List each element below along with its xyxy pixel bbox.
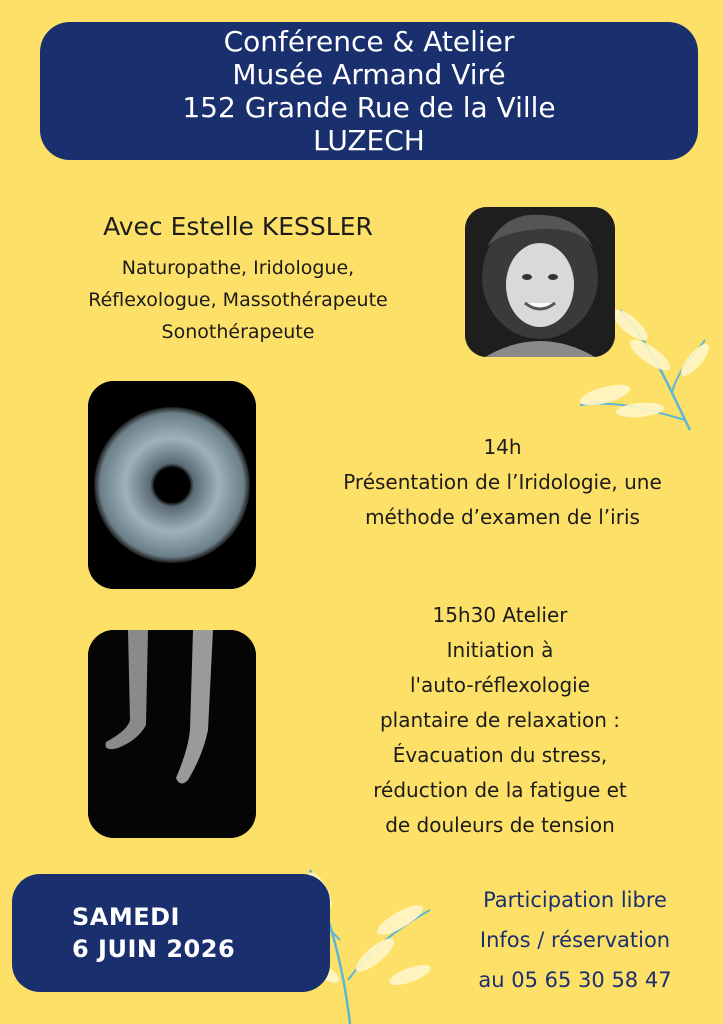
workshop-block [300, 598, 700, 843]
speaker-role-line: Sonothérapeute [161, 321, 315, 343]
date-full: 6 JUIN 2026 [72, 935, 236, 963]
eye-iris-icon [88, 381, 256, 589]
header-banner [40, 22, 698, 160]
header-city: LUZECH [313, 124, 425, 157]
speaker-name: Avec Estelle KESSLER [103, 212, 373, 241]
woman-portrait-icon [465, 207, 615, 357]
talk-block [290, 430, 715, 535]
workshop-line: l'auto-réflexologie [409, 673, 591, 697]
participation-text: Participation libre [483, 888, 667, 912]
talk-description: Présentation de l’Iridologie, une [343, 470, 662, 494]
speaker-portrait-image [465, 207, 615, 357]
workshop-line: de douleurs de tension [385, 813, 615, 837]
workshop-line: réduction de la fatigue et [373, 778, 627, 802]
speaker-role-line: Réflexologue, Massothérapeute [88, 289, 388, 311]
talk-time: 14h [483, 435, 522, 459]
workshop-line: Évacuation du stress, [392, 743, 608, 767]
speaker-role-line: Naturopathe, Iridologue, [121, 257, 355, 279]
header-title: Conférence & Atelier [223, 25, 515, 58]
date-day: SAMEDI [72, 903, 180, 931]
date-banner [12, 874, 330, 992]
phone-text: au 05 65 30 58 47 [478, 968, 672, 992]
feet-image [88, 630, 256, 838]
info-text: Infos / réservation [479, 928, 671, 952]
header-venue: Musée Armand Viré [232, 58, 506, 91]
iris-image [88, 381, 256, 589]
talk-description: méthode d’examen de l’iris [365, 505, 640, 529]
speaker-roles [28, 252, 448, 348]
workshop-line: Initiation à [446, 638, 554, 662]
workshop-time: 15h30 Atelier [432, 603, 568, 627]
header-address: 152 Grande Rue de la Ville [182, 91, 556, 124]
workshop-line: plantaire de relaxation : [379, 708, 621, 732]
contact-block [440, 880, 710, 1000]
bare-feet-icon [88, 630, 256, 838]
